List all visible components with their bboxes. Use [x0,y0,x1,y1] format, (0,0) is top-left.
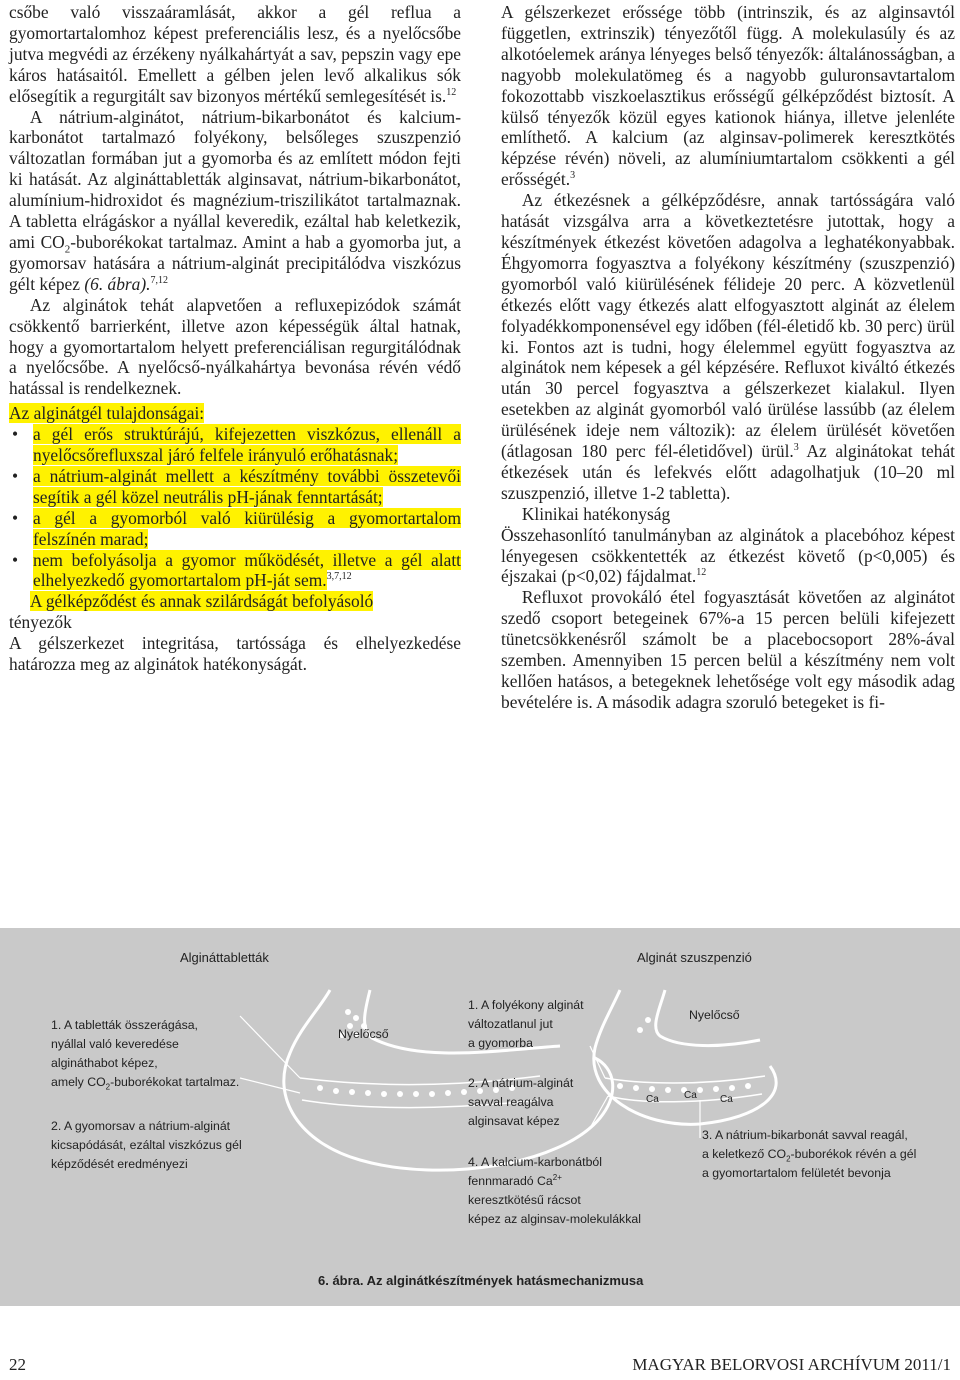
paragraph: Az alginátok tehát alapvetően a refluxepizódok számát csökkentő barrierként, illetve azon képességük által hatnak, hogy a gyomortartalom helyett preferenciálisan regurgitálódnak a nyelőcsőbe. A nyelőcső-nyálkahártya bevonása révén védő hatással is rendelkeznek. [9,294,461,399]
list-item: • a gél erős struktúrájú, kifejezetten viszkózus, ellenáll a nyelőcsőrefluxszal járó felfele irányuló erőhatásnak; [9,424,461,466]
paragraph: A gélszerkezet erőssége több (intrinszik, és az alginsavtól független, extrinszik) tényezőtől függ. A molekulasúly és az alkotóelemek aránya lényeges belső tényezők: általánosságban, a nagyobb molekulatömeg és a nagyobb guluronsavtartalom fokozottabb viszkoelasztikus erősségű gélképződést biztosít. A külső tényezők közül egyes kationok hiánya, illetve jelenléte említhető. A kalcium (az alginsav-polimerek keresztkötés képzése révén) növeli, az alumíniumtartalom csökkenti a gél erősségét.$^3$ [501,2,955,190]
paragraph: Az étkezésnek a gélképződésre, annak tartósságára való hatását vizsgálva arra a következtetésre jutottak, hogy a készítmények étkezést követően adagolva a leghatékonyabbak. Éhgyomorra fogyasztva a folyékony készítmény (szuszpenzió) gyomorból való kiürülésének félideje 20 perc. A közvetlenül étkezés előtt vagy étkezés alatt elfogyasztott alginát az élelem folyadékkomponensével egy időben (fél-életidő kb. 30 perc) ürül ki. Fontos azt is tudni, hogy élelemmel együtt fogyasztva az alginátok nem képesek a gél képzésére. Refluxot kiváltó étkezés után 30 percel fogyasztva a gélszerkezet kialakul. Ilyen esetekben az alginát gyomorból való ürülése lassúbb (az élelem ürülésének ideje nem változik): az élelem ürülését követően (átlagosan 180 perc fél-életidővel) ürül.$^3$ Az alginátokat tehát étkezések után és lefekvés előtt adagolhatjuk (10–20 ml szuszpenzió, illetve 1-2 tabletta). [501,190,955,503]
properties-list [9,424,461,591]
properties-title: Az alginátgél tulajdonságai: [9,403,205,424]
journal-title: MAGYAR BELORVOSI ARCHÍVUM 2011/1 [632,1355,951,1374]
paragraph: Refluxot provokáló étel fogyasztását követően az alginátot szedő csoport betegeinek 67%-a 15 percen belüli kifejezett tünetcsökkenésről számolt be a placebocsoport 28%-ával szemben. Amennyiben 15 percen belül a készítmény nem volt kellően hatásos, a betegeknek lehetősége volt egy második adag bevételére is. A második adagra szoruló betegeket is fi- [501,587,955,712]
esophagus-label-left: Nyelőcső [338,1027,389,1041]
paragraph: A gélszerkezet integritása, tartóssága és elhelyezkedése határozza meg az alginátok hatékonyságát. [9,633,461,675]
suspension-step-4: 4. A kalcium-karbonátból fennmaradó $Ca^{2+}$ keresztkötésű rácsot képez az alginsav-molekulákkal [468,1155,641,1226]
esophagus-label-right: Nyelőcső [689,1008,740,1022]
right-column [501,2,955,713]
paragraph: csőbe való visszaáramlását, akkor a gél reflua a gyomortartalomhoz képest preferenciális lesz, és a nyelőcsőbe jutva megvédi az érzékeny nyálkahártyát a sav, pepszin vagy epe káros hatásaitól. Emellett a gélben jelen levő alkalikus sók elősegítik a regurgitált sav bizonyos mértékű semlegesítését is.$^{12}$ [9,2,461,106]
figure-6 [0,928,960,1306]
calcium-label: Ca [720,1094,733,1105]
calcium-label: Ca [646,1094,659,1105]
tablet-step-1: 1. A tabletták összerágása, nyállal való keveredése algináthabot képez, amely $CO_2$-buborékokat tartalmaz. [51,1018,240,1092]
suspension-title: Alginát szuszpenzió [637,950,752,965]
tablets-title: Algináttabletták [180,950,269,965]
list-item: • nem befolyásolja a gyomor működését, illetve a gél alatt elhelyezkedő gyomortartalom pH-ját sem.$^{3,7,12}$ [9,550,461,592]
section-heading: A gélképződést és annak szilárdságát befolyásoló tényezők [9,591,374,633]
suspension-step-1: 1. A folyékony alginát változatlanul jut a gyomorba [468,998,584,1050]
paragraph: Összehasonlító tanulmányban az alginátok a placebóhoz képest lényegesen csökkentették az étkezést követő (p<0,005) és éjszakai (p<0,02) fájdalmat.$^{12}$ [501,524,955,587]
paragraph: A nátrium-alginátot, nátrium-bikarbonátot és kalcium-karbonátot tartalmazó folyékony, belsőleges szuszpenzió változatlan formában jut a gyomorba és az említett módon fejti ki hatását. Az algináttabletták alginsavat, nátrium-bikarbonátot, alumínium-hidroxidot és magnézium-triszilikátot tartalmaznak. A tabletta elrágáskor a nyállal keveredik, ezáltal hab keletkezik, ami $CO_2$-buborékokat tartalmaz. Amint a hab a gyomorba jut, a gyomorsav hatására a nátrium-alginát precipitálódva viszkózus gélt képez (6. ábra).$^{7,12}$ [9,106,461,294]
suspension-step-3: 3. A nátrium-bikarbonát savval reagál, a keletkező $CO_2$-buborékok révén a gél a gyomortartalom felületét bevonja [702,1128,917,1180]
page-number: 22 [9,1355,26,1374]
figure-caption: 6. ábra. Az alginátkészítmények hatásmechanizmusa [318,1273,644,1288]
suspension-step-2: 2. A nátrium-alginát savval reagálva alginsavat képez [468,1076,574,1128]
tablet-step-2: 2. A gyomorsav a nátrium-alginát kicsapódását, ezáltal viszkózus gél képződését eredményezi [51,1119,242,1171]
subsection-heading: Klinikai hatékonyság [521,503,671,524]
list-item: • a nátrium-alginát mellett a készítmény további összetevői segítik a gél közel neutrális pH-jának fenntartását; [9,466,461,508]
left-column [9,2,461,675]
list-item: • a gél a gyomorból való kiürülésig a gyomortartalom felszínén marad; [9,508,461,550]
calcium-label: Ca [684,1090,697,1101]
